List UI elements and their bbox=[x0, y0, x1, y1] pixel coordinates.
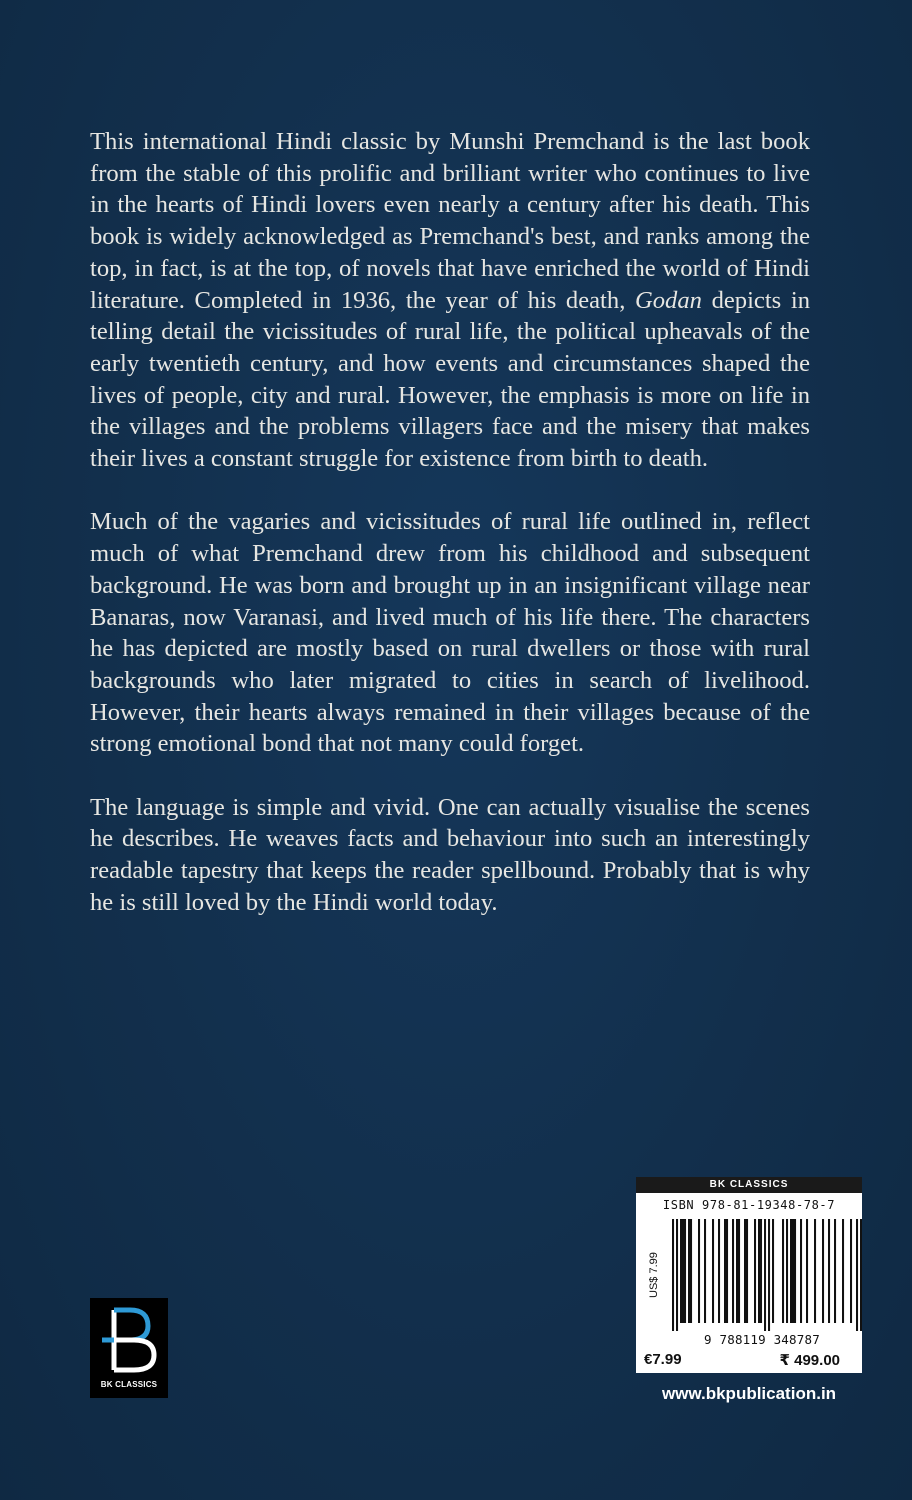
barcode-bar bbox=[822, 1219, 824, 1323]
barcode-bar bbox=[782, 1219, 784, 1323]
barcode-bar bbox=[738, 1219, 740, 1323]
barcode-bar bbox=[672, 1219, 674, 1331]
barcode-bar bbox=[724, 1219, 726, 1323]
blurb-paragraph-2: Much of the vagaries and vicissitudes of rural life outlined in, reflect much of what Premchand drew from his childhood and subsequent background. He was born and brought up in an insignificant village near Banaras, now Varanasi, and lived much of his life there. The characters he has depicted are mostly based on rural dwellers or those with rural backgrounds who later migrated to cities in search of livelihood. However, their hearts always remained in their villages because of the strong emotional bond that not many could forget. bbox=[90, 508, 810, 758]
barcode-bar bbox=[680, 1219, 682, 1323]
barcode-bar bbox=[800, 1219, 802, 1323]
barcode-bar bbox=[704, 1219, 706, 1323]
blurb-paragraph-3: The language is simple and vivid. One can actually visualise the scenes he describes. He weaves facts and behaviour into such an interestingly readable tapestry that keeps the reader spellbound. Probably that is why he is still loved by the Hindi world today. bbox=[90, 793, 810, 916]
blurb-text bbox=[90, 126, 810, 950]
barcode-bar bbox=[744, 1219, 746, 1323]
barcode-header: BK CLASSICS bbox=[636, 1177, 862, 1193]
barcode-bar bbox=[850, 1219, 852, 1323]
barcode-bar bbox=[726, 1219, 728, 1323]
barcode-bar bbox=[794, 1219, 796, 1323]
price-row bbox=[636, 1349, 862, 1371]
barcode-bar bbox=[806, 1219, 808, 1323]
barcode-bar bbox=[676, 1219, 678, 1331]
us-price: US$ 7.99 bbox=[648, 1252, 660, 1298]
barcode-bar bbox=[842, 1219, 844, 1323]
barcode-bar bbox=[828, 1219, 830, 1323]
isbn-label: ISBN 978-81-19348-78-7 bbox=[662, 1198, 836, 1212]
barcode-bar bbox=[712, 1219, 714, 1323]
barcode-bar bbox=[754, 1219, 756, 1323]
barcode-bar bbox=[746, 1219, 748, 1323]
barcode-bar bbox=[760, 1219, 762, 1323]
inr-price: ₹ 499.00 bbox=[779, 1352, 840, 1369]
barcode-bar bbox=[856, 1219, 858, 1331]
barcode-digits: 9 788119 348787 bbox=[704, 1332, 820, 1347]
barcode-bar bbox=[768, 1219, 770, 1331]
barcode-bar bbox=[790, 1219, 792, 1323]
barcode-panel bbox=[636, 1177, 862, 1373]
barcode-bar bbox=[834, 1219, 836, 1323]
publisher-website: www.bkpublication.in bbox=[661, 1384, 837, 1403]
barcode-bar bbox=[736, 1219, 738, 1323]
logo-label: BK CLASSICS bbox=[100, 1380, 158, 1389]
barcode-bar bbox=[764, 1219, 766, 1331]
blurb-paragraph-1-part-b: depicts in telling detail the vicissitudes of rural life, the political upheavals of the early twentieth century, and how events and circumstances shaped the lives of people, city and rural. However, the emphasis is more on life in the villages and the problems villagers face and the misery that makes their lives a constant struggle for existence from birth to death. bbox=[90, 286, 811, 473]
barcode-bar bbox=[684, 1219, 686, 1323]
barcode-bar bbox=[758, 1219, 760, 1323]
bk-logo-mark-icon bbox=[90, 1298, 168, 1380]
barcode-bar bbox=[698, 1219, 700, 1323]
barcode-bar bbox=[772, 1219, 774, 1323]
barcode-bars bbox=[672, 1219, 862, 1331]
barcode-bar bbox=[690, 1219, 692, 1323]
blurb-paragraph-1-part-a: This international Hindi classic by Munshi Premchand is the last book from the stable of this prolific and brilliant writer who continues to live in the hearts of Hindi lovers even nearly a century after his death. This book is widely acknowledged as Premchand's best, and ranks among the top, in fact, is at the top, of novels that have enriched the world of Hindi literature. Completed in 1936, the year of his death, bbox=[90, 128, 810, 314]
barcode-bar bbox=[682, 1219, 684, 1323]
barcode-bar bbox=[786, 1219, 788, 1323]
barcode-bar bbox=[860, 1219, 862, 1331]
barcode-bar bbox=[718, 1219, 720, 1323]
barcode-bar bbox=[792, 1219, 794, 1323]
blurb-paragraph-1 bbox=[90, 126, 810, 475]
bk-classics-logo bbox=[90, 1298, 168, 1398]
barcode-bar bbox=[732, 1219, 734, 1323]
eur-price: €7.99 bbox=[644, 1351, 682, 1368]
book-title-italic: Godan bbox=[634, 286, 702, 314]
barcode-bar bbox=[814, 1219, 816, 1323]
barcode-bar bbox=[688, 1219, 690, 1323]
